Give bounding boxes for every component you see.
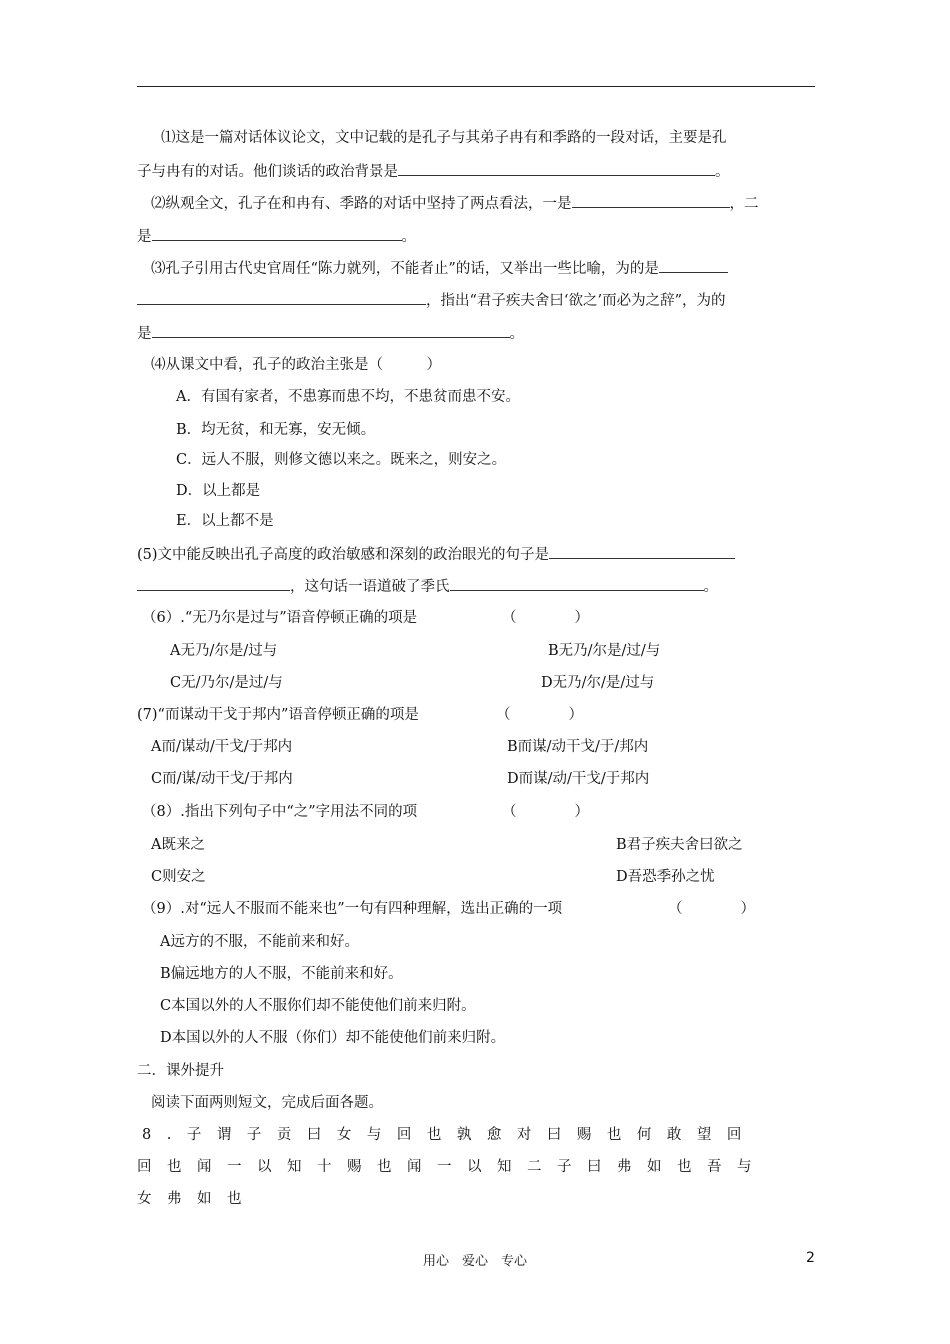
q4-option-d[interactable]: D．以上都是	[176, 483, 261, 499]
q9-option-c[interactable]: C本国以外的人不服你们却不能使他们前来归附。	[160, 998, 476, 1014]
q2-line2-text: 是	[137, 229, 152, 245]
q9-stem: （9）.对“远人不服而不能来也”一句有四种理解，选出正确的一项	[142, 901, 563, 917]
q6-answer-paren[interactable]: （ ）	[502, 610, 589, 626]
q8-stem: （8）.指出下列句子中“之”字用法不同的项	[142, 804, 418, 820]
q1-line2	[137, 161, 730, 182]
q3-line2-text: ，指出“君子疾夫舍曰‘欲之’而必为之辞”，为的	[426, 293, 726, 309]
q9-answer-paren[interactable]: （ ）	[668, 901, 755, 917]
q4-stem: ⑷从课文中看，孔子的政治主张是（ ）	[151, 357, 441, 373]
q8-option-c[interactable]: C则安之	[151, 869, 206, 885]
q9-option-d[interactable]: D本国以外的人不服（你们）却不能使他们前来归附。	[160, 1030, 506, 1046]
q4-option-a[interactable]: A．有国有家者，不患寡而患不均，不患贫而患不安。	[176, 389, 520, 405]
q5-answer-blank-1-cont[interactable]	[137, 576, 290, 591]
q2-line2-end: 。	[401, 229, 416, 245]
q3-line3	[137, 323, 524, 344]
q1-line1: ⑴这是一篇对话体议论文，文中记载的是孔子与其弟子冉有和季路的一段对话，主要是孔	[161, 130, 727, 146]
header-rule	[137, 86, 815, 87]
q4-option-e[interactable]: E．以上都不是	[176, 513, 274, 529]
q2-line1-end: ，二	[729, 196, 759, 212]
q8-option-d[interactable]: D吾恐季孙之忧	[616, 869, 715, 885]
q7-option-d[interactable]: D而谋/动/干戈/于邦内	[507, 771, 650, 787]
q6-option-a[interactable]: A无乃/尔是/过与	[170, 643, 278, 659]
q3-line3-text: 是	[137, 326, 152, 342]
q3-line1-text: ⑶孔子引用古代史官周任“陈力就列，不能者止”的话，又举出一些比喻，为的是	[151, 261, 659, 277]
q5-line2-end: 。	[703, 579, 718, 595]
q3-line3-end: 。	[509, 326, 524, 342]
q7-option-b[interactable]: B而谋/动干戈/于/邦内	[507, 739, 649, 755]
q6-option-d[interactable]: D无乃/尔/是/过与	[541, 675, 655, 691]
q3-answer-blank-1[interactable]	[659, 258, 728, 273]
q7-answer-paren[interactable]: （ ）	[496, 707, 583, 723]
q2-line1-text: ⑵纵观全文，孔子在和冉有、季路的对话中坚持了两点看法，一是	[151, 196, 572, 212]
q3-line1	[151, 258, 728, 279]
section2-intro: 阅读下面两则短文，完成后面各题。	[151, 1095, 383, 1111]
q6-stem: （6）.“无乃尔是过与”语音停顿正确的项是	[142, 610, 418, 626]
q3-line2	[137, 290, 726, 311]
page-footer: 用心 爱心 专心	[422, 1254, 527, 1269]
passage-line-1: 8.子谓子贡曰女与回也孰愈对曰赐也何敢望回	[142, 1127, 757, 1143]
q5-line2-text: ，这句话一语道破了季氏	[290, 579, 450, 595]
q6-option-b[interactable]: B无乃/尔是/过/与	[548, 643, 661, 659]
passage-line-3: 女弗如也	[137, 1191, 257, 1207]
section2-heading: 二．课外提升	[137, 1063, 224, 1079]
q1-answer-blank[interactable]	[398, 161, 715, 176]
passage-line-2: 回也闻一以知十赐也闻一以知二子曰弗如也吾与	[137, 1159, 767, 1175]
q9-option-a[interactable]: A远方的不服，不能前来和好。	[160, 934, 359, 950]
q7-option-a[interactable]: A而/谋动/干戈/于邦内	[151, 739, 293, 755]
q1-line2-text: 子与冉有的对话。他们谈话的政治背景是	[137, 164, 398, 180]
q3-answer-blank-2[interactable]	[152, 323, 510, 338]
q5-answer-blank-1[interactable]	[549, 544, 735, 559]
q8-option-b[interactable]: B君子疾夫舍曰欲之	[616, 837, 743, 853]
q7-option-c[interactable]: C而/谋/动干戈/于邦内	[151, 771, 293, 787]
q8-option-a[interactable]: A既来之	[151, 837, 205, 853]
page-number: 2	[806, 1250, 815, 1266]
q3-answer-blank-1-cont[interactable]	[137, 290, 426, 305]
q4-option-b[interactable]: B．均无贫，和无寡，安无倾。	[176, 422, 376, 438]
q1-line2-end: 。	[715, 164, 730, 180]
q5-line1	[137, 544, 735, 565]
q5-line2	[137, 576, 718, 597]
q6-option-c[interactable]: C无/乃尔/是过/与	[170, 675, 283, 691]
q2-answer-blank-2[interactable]	[152, 226, 402, 241]
q5-answer-blank-2[interactable]	[450, 576, 704, 591]
q5-line1-text: (5)文中能反映出孔子高度的政治敏感和深刻的政治眼光的句子是	[137, 547, 550, 563]
q7-stem: (7)“而谋动干戈于邦内”语音停顿正确的项是	[137, 707, 419, 723]
q2-answer-blank-1[interactable]	[572, 193, 730, 208]
q2-line1	[151, 193, 759, 214]
q9-option-b[interactable]: B偏远地方的人不服，不能前来和好。	[160, 966, 403, 982]
q2-line2	[137, 226, 416, 247]
q8-answer-paren[interactable]: （ ）	[502, 804, 589, 820]
q4-option-c[interactable]: C．远人不服，则修文德以来之。既来之，则安之。	[176, 452, 507, 468]
